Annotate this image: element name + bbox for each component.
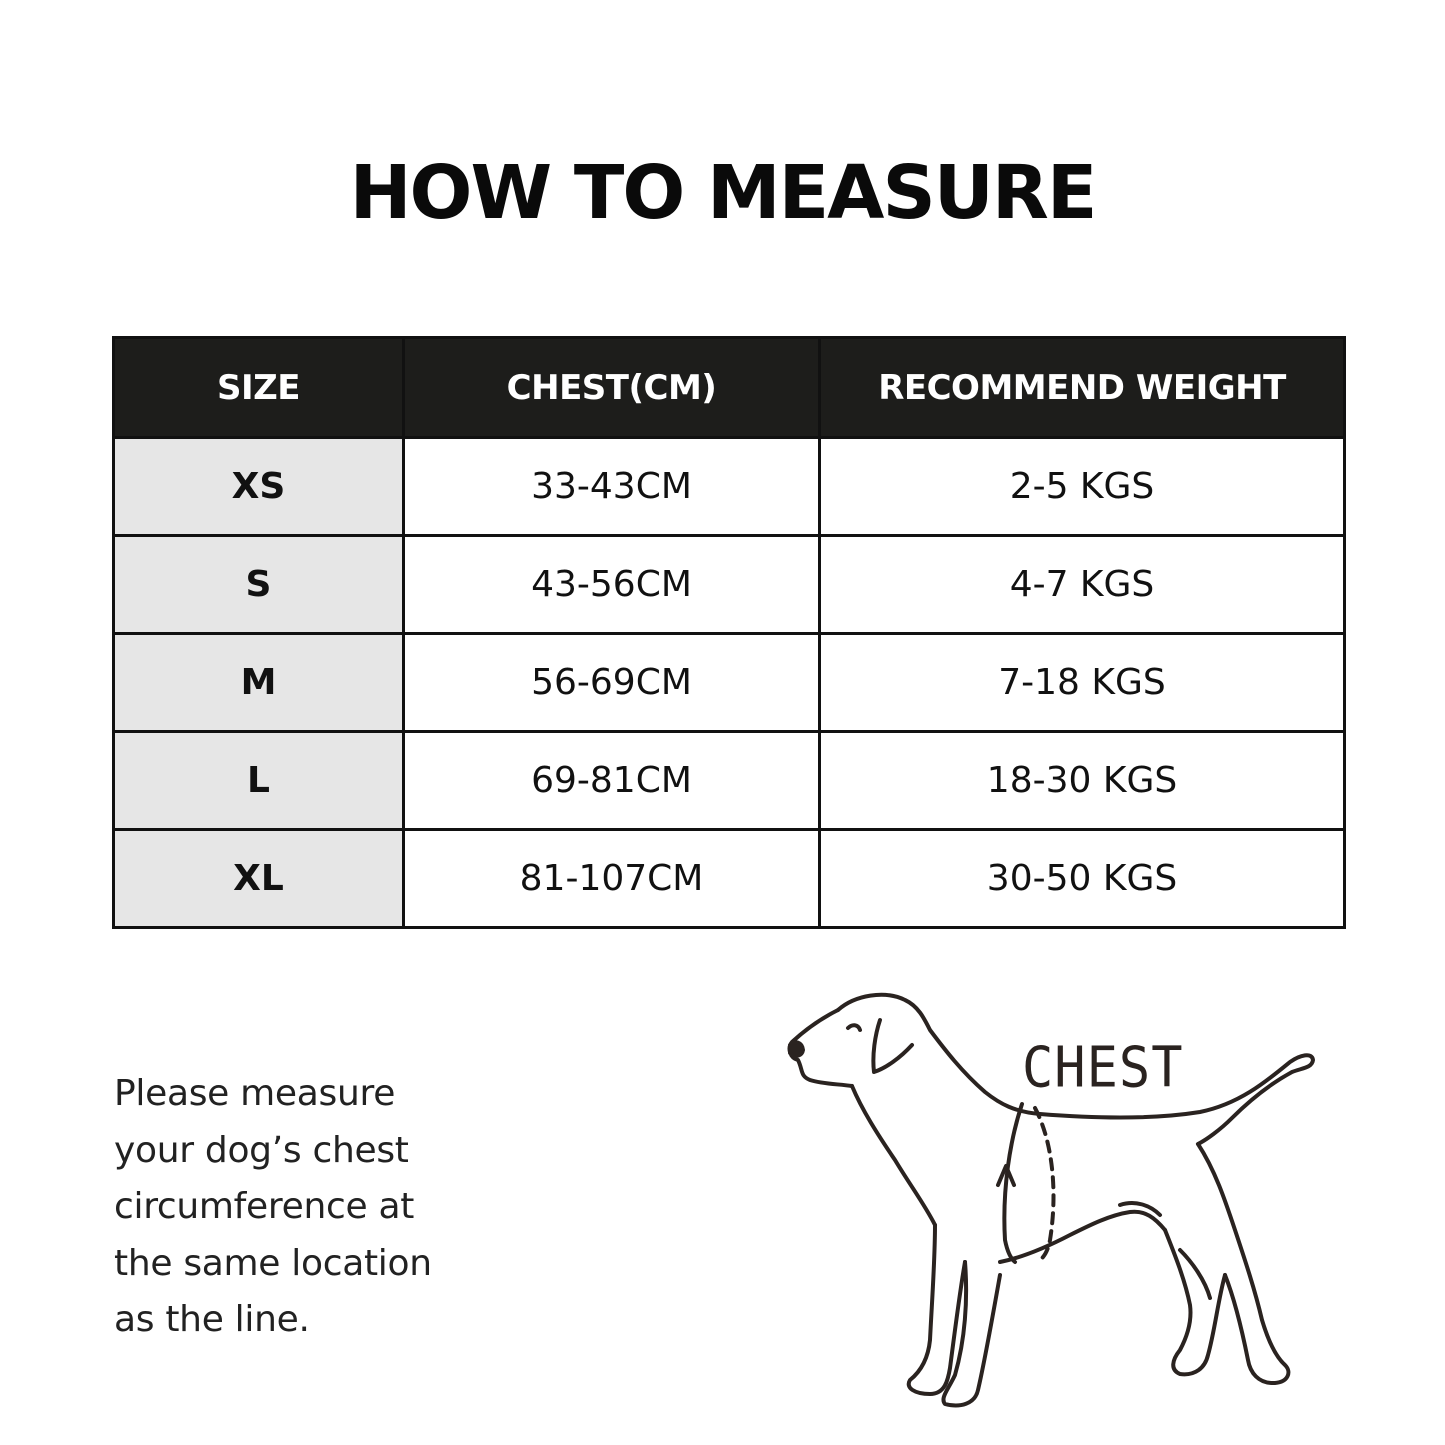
dog-hind-leg-near: [1165, 1230, 1225, 1374]
instruction-line: Please measure: [114, 1073, 396, 1114]
table-header: [114, 338, 1345, 438]
chest-cell: 81-107CM: [404, 830, 820, 928]
size-chart-table: [112, 336, 1346, 929]
size-cell: XL: [114, 830, 404, 928]
table-row: [114, 438, 1345, 536]
table-body: [114, 438, 1345, 928]
dog-neck-front: [852, 1086, 935, 1225]
dog-hock-detail: [1180, 1250, 1210, 1298]
dog-ear: [873, 1020, 912, 1072]
table-row: [114, 830, 1345, 928]
page-title: HOW TO MEASURE: [349, 150, 1096, 236]
dog-eye: [848, 1025, 860, 1030]
chest-cell: 43-56CM: [404, 536, 820, 634]
instruction-line: your dog’s chest: [114, 1129, 409, 1171]
weight-cell: 18-30 KGS: [820, 732, 1345, 830]
chest-cell: 69-81CM: [404, 732, 820, 830]
weight-cell: 7-18 KGS: [820, 634, 1345, 732]
instruction-line: circumference at: [114, 1186, 415, 1227]
header-weight: RECOMMEND WEIGHT: [820, 338, 1345, 438]
header-size: SIZE: [114, 338, 404, 438]
instruction-line: the same location: [114, 1242, 432, 1284]
size-cell: XS: [114, 438, 404, 536]
chest-cell: 33-43CM: [404, 438, 820, 536]
weight-cell: 4-7 KGS: [820, 536, 1345, 634]
chest-band-dashed: [1035, 1108, 1054, 1260]
table-row: [114, 732, 1345, 830]
size-cell: M: [114, 634, 404, 732]
weight-cell: 30-50 KGS: [820, 830, 1345, 928]
table-row: [114, 536, 1345, 634]
measure-instructions: [114, 1066, 534, 1349]
table-row: [114, 634, 1345, 732]
chest-cell: 56-69CM: [404, 634, 820, 732]
size-cell: S: [114, 536, 404, 634]
table-header-row: [114, 338, 1345, 438]
dog-nose: [790, 1042, 803, 1056]
header-chest: CHEST(CM): [404, 338, 820, 438]
instruction-line: as the line.: [114, 1299, 310, 1340]
dog-belly: [1000, 1212, 1165, 1262]
weight-cell: 2-5 KGS: [820, 438, 1345, 536]
chest-label: CHEST: [1022, 1035, 1184, 1101]
dog-front-leg-near: [943, 1262, 1000, 1405]
size-cell: L: [114, 732, 404, 830]
